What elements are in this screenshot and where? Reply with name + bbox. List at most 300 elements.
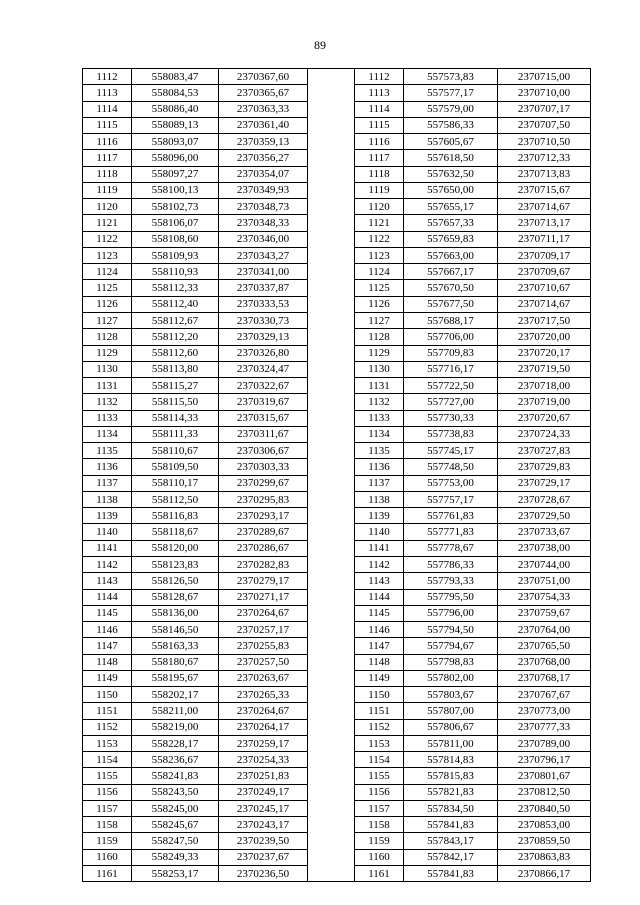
- table-row: [83, 329, 591, 345]
- right-point-number: 1114: [355, 101, 404, 117]
- left-point-number: 1134: [83, 426, 132, 442]
- left-point-number: 1123: [83, 247, 132, 263]
- right-point-number: 1151: [355, 703, 404, 719]
- column-gap: [308, 247, 355, 263]
- column-gap: [308, 670, 355, 686]
- left-y-coordinate: 2370245,17: [219, 800, 308, 816]
- left-y-coordinate: 2370286,67: [219, 540, 308, 556]
- right-y-coordinate: 2370733,67: [498, 524, 591, 540]
- table-row: [83, 800, 591, 816]
- right-point-number: 1128: [355, 329, 404, 345]
- right-y-coordinate: 2370796,17: [498, 752, 591, 768]
- column-gap: [308, 752, 355, 768]
- left-y-coordinate: 2370251,83: [219, 768, 308, 784]
- left-point-number: 1126: [83, 296, 132, 312]
- left-y-coordinate: 2370259,17: [219, 735, 308, 751]
- right-y-coordinate: 2370707,17: [498, 101, 591, 117]
- column-gap: [308, 817, 355, 833]
- left-x-coordinate: 558110,17: [132, 475, 219, 491]
- right-x-coordinate: 557748,50: [404, 459, 498, 475]
- left-x-coordinate: 558112,60: [132, 345, 219, 361]
- right-point-number: 1126: [355, 296, 404, 312]
- left-x-coordinate: 558111,33: [132, 426, 219, 442]
- right-y-coordinate: 2370720,67: [498, 410, 591, 426]
- left-point-number: 1160: [83, 849, 132, 865]
- right-x-coordinate: 557798,83: [404, 654, 498, 670]
- left-point-number: 1141: [83, 540, 132, 556]
- left-point-number: 1116: [83, 134, 132, 150]
- left-y-coordinate: 2370365,67: [219, 85, 308, 101]
- right-point-number: 1116: [355, 134, 404, 150]
- right-x-coordinate: 557727,00: [404, 394, 498, 410]
- right-point-number: 1129: [355, 345, 404, 361]
- right-y-coordinate: 2370863,83: [498, 849, 591, 865]
- column-gap: [308, 833, 355, 849]
- right-y-coordinate: 2370729,50: [498, 508, 591, 524]
- table-row: [83, 85, 591, 101]
- left-x-coordinate: 558112,20: [132, 329, 219, 345]
- left-x-coordinate: 558115,50: [132, 394, 219, 410]
- right-y-coordinate: 2370713,83: [498, 166, 591, 182]
- left-y-coordinate: 2370257,50: [219, 654, 308, 670]
- left-y-coordinate: 2370337,87: [219, 280, 308, 296]
- right-point-number: 1134: [355, 426, 404, 442]
- column-gap: [308, 443, 355, 459]
- left-x-coordinate: 558110,67: [132, 443, 219, 459]
- left-y-coordinate: 2370265,33: [219, 687, 308, 703]
- left-point-number: 1121: [83, 215, 132, 231]
- left-y-coordinate: 2370341,00: [219, 264, 308, 280]
- table-row: [83, 199, 591, 215]
- right-x-coordinate: 557802,00: [404, 670, 498, 686]
- table-row: [83, 784, 591, 800]
- table-row: [83, 345, 591, 361]
- right-y-coordinate: 2370764,00: [498, 622, 591, 638]
- right-x-coordinate: 557841,83: [404, 817, 498, 833]
- column-gap: [308, 687, 355, 703]
- left-x-coordinate: 558106,07: [132, 215, 219, 231]
- left-point-number: 1147: [83, 638, 132, 654]
- right-y-coordinate: 2370717,50: [498, 312, 591, 328]
- column-gap: [308, 69, 355, 85]
- table-row: [83, 654, 591, 670]
- column-gap: [308, 312, 355, 328]
- right-x-coordinate: 557796,00: [404, 605, 498, 621]
- left-x-coordinate: 558245,67: [132, 817, 219, 833]
- left-point-number: 1122: [83, 231, 132, 247]
- left-y-coordinate: 2370311,67: [219, 426, 308, 442]
- left-y-coordinate: 2370367,60: [219, 69, 308, 85]
- left-x-coordinate: 558100,13: [132, 182, 219, 198]
- table-row: [83, 443, 591, 459]
- right-y-coordinate: 2370727,83: [498, 443, 591, 459]
- left-x-coordinate: 558126,50: [132, 573, 219, 589]
- table-row: [83, 69, 591, 85]
- table-row: [83, 264, 591, 280]
- left-x-coordinate: 558123,83: [132, 556, 219, 572]
- left-point-number: 1112: [83, 69, 132, 85]
- column-gap: [308, 166, 355, 182]
- right-point-number: 1131: [355, 378, 404, 394]
- left-y-coordinate: 2370264,67: [219, 703, 308, 719]
- table-row: [83, 166, 591, 182]
- right-y-coordinate: 2370719,50: [498, 361, 591, 377]
- right-y-coordinate: 2370715,67: [498, 182, 591, 198]
- table-row: [83, 475, 591, 491]
- right-point-number: 1127: [355, 312, 404, 328]
- left-point-number: 1117: [83, 150, 132, 166]
- column-gap: [308, 150, 355, 166]
- column-gap: [308, 215, 355, 231]
- right-x-coordinate: 557577,17: [404, 85, 498, 101]
- left-x-coordinate: 558195,67: [132, 670, 219, 686]
- table-row: [83, 687, 591, 703]
- left-y-coordinate: 2370330,73: [219, 312, 308, 328]
- right-y-coordinate: 2370866,17: [498, 866, 591, 882]
- table-row: [83, 605, 591, 621]
- left-x-coordinate: 558219,00: [132, 719, 219, 735]
- right-point-number: 1152: [355, 719, 404, 735]
- left-y-coordinate: 2370326,80: [219, 345, 308, 361]
- left-point-number: 1157: [83, 800, 132, 816]
- left-point-number: 1155: [83, 768, 132, 784]
- left-x-coordinate: 558245,00: [132, 800, 219, 816]
- column-gap: [308, 866, 355, 882]
- right-point-number: 1161: [355, 866, 404, 882]
- left-point-number: 1159: [83, 833, 132, 849]
- left-point-number: 1139: [83, 508, 132, 524]
- left-x-coordinate: 558136,00: [132, 605, 219, 621]
- right-x-coordinate: 557655,17: [404, 199, 498, 215]
- left-y-coordinate: 2370257,17: [219, 622, 308, 638]
- column-gap: [308, 849, 355, 865]
- column-gap: [308, 508, 355, 524]
- right-x-coordinate: 557618,50: [404, 150, 498, 166]
- right-x-coordinate: 557730,33: [404, 410, 498, 426]
- left-x-coordinate: 558112,50: [132, 491, 219, 507]
- table-row: [83, 117, 591, 133]
- right-y-coordinate: 2370724,33: [498, 426, 591, 442]
- table-row: [83, 833, 591, 849]
- right-point-number: 1150: [355, 687, 404, 703]
- left-y-coordinate: 2370349,93: [219, 182, 308, 198]
- right-point-number: 1143: [355, 573, 404, 589]
- right-point-number: 1124: [355, 264, 404, 280]
- left-point-number: 1118: [83, 166, 132, 182]
- right-x-coordinate: 557605,67: [404, 134, 498, 150]
- left-y-coordinate: 2370319,67: [219, 394, 308, 410]
- right-y-coordinate: 2370768,00: [498, 654, 591, 670]
- left-point-number: 1145: [83, 605, 132, 621]
- left-x-coordinate: 558084,53: [132, 85, 219, 101]
- left-point-number: 1135: [83, 443, 132, 459]
- right-y-coordinate: 2370768,17: [498, 670, 591, 686]
- right-x-coordinate: 557842,17: [404, 849, 498, 865]
- left-point-number: 1158: [83, 817, 132, 833]
- right-x-coordinate: 557706,00: [404, 329, 498, 345]
- left-x-coordinate: 558163,33: [132, 638, 219, 654]
- left-x-coordinate: 558228,17: [132, 735, 219, 751]
- right-y-coordinate: 2370710,67: [498, 280, 591, 296]
- left-x-coordinate: 558247,50: [132, 833, 219, 849]
- table-row: [83, 182, 591, 198]
- table-row: [83, 508, 591, 524]
- right-point-number: 1122: [355, 231, 404, 247]
- right-x-coordinate: 557670,50: [404, 280, 498, 296]
- column-gap: [308, 459, 355, 475]
- left-y-coordinate: 2370324,47: [219, 361, 308, 377]
- right-x-coordinate: 557815,83: [404, 768, 498, 784]
- table-row: [83, 150, 591, 166]
- left-y-coordinate: 2370315,67: [219, 410, 308, 426]
- left-point-number: 1120: [83, 199, 132, 215]
- table-row: [83, 703, 591, 719]
- right-x-coordinate: 557807,00: [404, 703, 498, 719]
- right-x-coordinate: 557806,67: [404, 719, 498, 735]
- column-gap: [308, 524, 355, 540]
- left-x-coordinate: 558128,67: [132, 589, 219, 605]
- right-x-coordinate: 557811,00: [404, 735, 498, 751]
- right-point-number: 1157: [355, 800, 404, 816]
- left-y-coordinate: 2370348,33: [219, 215, 308, 231]
- right-x-coordinate: 557834,50: [404, 800, 498, 816]
- left-y-coordinate: 2370299,67: [219, 475, 308, 491]
- right-point-number: 1141: [355, 540, 404, 556]
- left-point-number: 1124: [83, 264, 132, 280]
- left-x-coordinate: 558112,67: [132, 312, 219, 328]
- right-point-number: 1155: [355, 768, 404, 784]
- right-y-coordinate: 2370754,33: [498, 589, 591, 605]
- right-point-number: 1139: [355, 508, 404, 524]
- left-y-coordinate: 2370333,53: [219, 296, 308, 312]
- right-point-number: 1149: [355, 670, 404, 686]
- right-x-coordinate: 557579,00: [404, 101, 498, 117]
- left-y-coordinate: 2370354,07: [219, 166, 308, 182]
- table-row: [83, 247, 591, 263]
- right-point-number: 1153: [355, 735, 404, 751]
- right-point-number: 1138: [355, 491, 404, 507]
- right-x-coordinate: 557632,50: [404, 166, 498, 182]
- right-y-coordinate: 2370720,00: [498, 329, 591, 345]
- left-point-number: 1115: [83, 117, 132, 133]
- right-y-coordinate: 2370720,17: [498, 345, 591, 361]
- column-gap: [308, 719, 355, 735]
- table-row: [83, 524, 591, 540]
- right-y-coordinate: 2370712,33: [498, 150, 591, 166]
- left-point-number: 1154: [83, 752, 132, 768]
- right-x-coordinate: 557573,83: [404, 69, 498, 85]
- left-x-coordinate: 558118,67: [132, 524, 219, 540]
- column-gap: [308, 378, 355, 394]
- right-point-number: 1145: [355, 605, 404, 621]
- right-x-coordinate: 557709,83: [404, 345, 498, 361]
- right-y-coordinate: 2370713,17: [498, 215, 591, 231]
- right-x-coordinate: 557795,50: [404, 589, 498, 605]
- right-y-coordinate: 2370751,00: [498, 573, 591, 589]
- table-row: [83, 670, 591, 686]
- right-x-coordinate: 557841,83: [404, 866, 498, 882]
- right-y-coordinate: 2370729,17: [498, 475, 591, 491]
- left-x-coordinate: 558146,50: [132, 622, 219, 638]
- right-y-coordinate: 2370859,50: [498, 833, 591, 849]
- table-row: [83, 638, 591, 654]
- left-point-number: 1127: [83, 312, 132, 328]
- table-row: [83, 312, 591, 328]
- right-x-coordinate: 557688,17: [404, 312, 498, 328]
- column-gap: [308, 85, 355, 101]
- left-point-number: 1132: [83, 394, 132, 410]
- column-gap: [308, 199, 355, 215]
- right-y-coordinate: 2370789,00: [498, 735, 591, 751]
- left-x-coordinate: 558236,67: [132, 752, 219, 768]
- left-y-coordinate: 2370348,73: [219, 199, 308, 215]
- right-x-coordinate: 557794,67: [404, 638, 498, 654]
- column-gap: [308, 394, 355, 410]
- right-y-coordinate: 2370853,00: [498, 817, 591, 833]
- column-gap: [308, 784, 355, 800]
- left-x-coordinate: 558116,83: [132, 508, 219, 524]
- table-row: [83, 361, 591, 377]
- column-gap: [308, 768, 355, 784]
- column-gap: [308, 589, 355, 605]
- left-y-coordinate: 2370254,33: [219, 752, 308, 768]
- right-x-coordinate: 557778,67: [404, 540, 498, 556]
- table-row: [83, 280, 591, 296]
- left-y-coordinate: 2370243,17: [219, 817, 308, 833]
- left-x-coordinate: 558108,60: [132, 231, 219, 247]
- right-point-number: 1112: [355, 69, 404, 85]
- table-row: [83, 426, 591, 442]
- left-y-coordinate: 2370359,13: [219, 134, 308, 150]
- left-x-coordinate: 558086,40: [132, 101, 219, 117]
- column-gap: [308, 605, 355, 621]
- left-y-coordinate: 2370346,00: [219, 231, 308, 247]
- right-x-coordinate: 557677,50: [404, 296, 498, 312]
- left-x-coordinate: 558180,67: [132, 654, 219, 670]
- right-point-number: 1135: [355, 443, 404, 459]
- coordinates-table: [82, 68, 591, 882]
- table-row: [83, 410, 591, 426]
- table-row: [83, 768, 591, 784]
- left-point-number: 1133: [83, 410, 132, 426]
- left-point-number: 1119: [83, 182, 132, 198]
- column-gap: [308, 475, 355, 491]
- right-point-number: 1148: [355, 654, 404, 670]
- right-y-coordinate: 2370744,00: [498, 556, 591, 572]
- left-point-number: 1161: [83, 866, 132, 882]
- left-y-coordinate: 2370343,27: [219, 247, 308, 263]
- right-point-number: 1121: [355, 215, 404, 231]
- column-gap: [308, 101, 355, 117]
- right-y-coordinate: 2370707,50: [498, 117, 591, 133]
- column-gap: [308, 426, 355, 442]
- table-row: [83, 491, 591, 507]
- right-x-coordinate: 557793,33: [404, 573, 498, 589]
- left-y-coordinate: 2370239,50: [219, 833, 308, 849]
- column-gap: [308, 117, 355, 133]
- left-y-coordinate: 2370295,83: [219, 491, 308, 507]
- column-gap: [308, 361, 355, 377]
- right-y-coordinate: 2370765,50: [498, 638, 591, 654]
- right-x-coordinate: 557761,83: [404, 508, 498, 524]
- column-gap: [308, 735, 355, 751]
- right-y-coordinate: 2370738,00: [498, 540, 591, 556]
- left-x-coordinate: 558115,27: [132, 378, 219, 394]
- left-y-coordinate: 2370322,67: [219, 378, 308, 394]
- right-point-number: 1125: [355, 280, 404, 296]
- right-y-coordinate: 2370718,00: [498, 378, 591, 394]
- right-y-coordinate: 2370728,67: [498, 491, 591, 507]
- left-point-number: 1142: [83, 556, 132, 572]
- table-row: [83, 817, 591, 833]
- left-y-coordinate: 2370356,27: [219, 150, 308, 166]
- right-point-number: 1117: [355, 150, 404, 166]
- table-row: [83, 378, 591, 394]
- right-x-coordinate: 557794,50: [404, 622, 498, 638]
- right-y-coordinate: 2370711,17: [498, 231, 591, 247]
- left-x-coordinate: 558096,00: [132, 150, 219, 166]
- right-x-coordinate: 557753,00: [404, 475, 498, 491]
- page-number: 89: [314, 38, 326, 52]
- left-x-coordinate: 558093,07: [132, 134, 219, 150]
- column-gap: [308, 703, 355, 719]
- right-point-number: 1156: [355, 784, 404, 800]
- right-x-coordinate: 557722,50: [404, 378, 498, 394]
- left-point-number: 1125: [83, 280, 132, 296]
- left-x-coordinate: 558114,33: [132, 410, 219, 426]
- left-y-coordinate: 2370282,83: [219, 556, 308, 572]
- right-x-coordinate: 557745,17: [404, 443, 498, 459]
- left-y-coordinate: 2370263,67: [219, 670, 308, 686]
- right-x-coordinate: 557650,00: [404, 182, 498, 198]
- table-row: [83, 573, 591, 589]
- column-gap: [308, 540, 355, 556]
- left-x-coordinate: 558102,73: [132, 199, 219, 215]
- table-row: [83, 589, 591, 605]
- right-y-coordinate: 2370710,50: [498, 134, 591, 150]
- left-y-coordinate: 2370329,13: [219, 329, 308, 345]
- left-y-coordinate: 2370249,17: [219, 784, 308, 800]
- left-x-coordinate: 558113,80: [132, 361, 219, 377]
- right-point-number: 1158: [355, 817, 404, 833]
- right-x-coordinate: 557814,83: [404, 752, 498, 768]
- right-x-coordinate: 557843,17: [404, 833, 498, 849]
- left-x-coordinate: 558109,93: [132, 247, 219, 263]
- table-row: [83, 556, 591, 572]
- right-x-coordinate: 557659,83: [404, 231, 498, 247]
- left-point-number: 1137: [83, 475, 132, 491]
- left-point-number: 1152: [83, 719, 132, 735]
- table-row: [83, 394, 591, 410]
- right-x-coordinate: 557716,17: [404, 361, 498, 377]
- column-gap: [308, 573, 355, 589]
- right-point-number: 1120: [355, 199, 404, 215]
- right-point-number: 1113: [355, 85, 404, 101]
- left-y-coordinate: 2370255,83: [219, 638, 308, 654]
- left-point-number: 1143: [83, 573, 132, 589]
- right-x-coordinate: 557657,33: [404, 215, 498, 231]
- left-y-coordinate: 2370271,17: [219, 589, 308, 605]
- right-x-coordinate: 557738,83: [404, 426, 498, 442]
- left-y-coordinate: 2370279,17: [219, 573, 308, 589]
- left-x-coordinate: 558249,33: [132, 849, 219, 865]
- table-row: [83, 719, 591, 735]
- right-y-coordinate: 2370709,17: [498, 247, 591, 263]
- left-x-coordinate: 558211,00: [132, 703, 219, 719]
- right-point-number: 1133: [355, 410, 404, 426]
- right-y-coordinate: 2370801,67: [498, 768, 591, 784]
- column-gap: [308, 622, 355, 638]
